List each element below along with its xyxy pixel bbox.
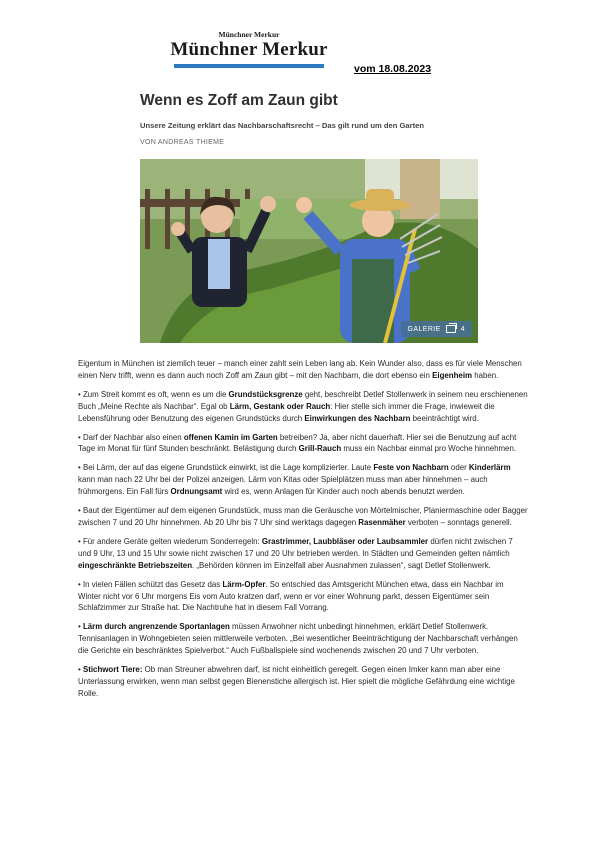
article-subline: Unsere Zeitung erklärt das Nachbarschaftsrecht – Das gilt rund um den Garten: [140, 121, 424, 130]
text-run: geht, beschreibt Detlef Stollenwerk in seinem neu erschienenen Buch „Meine Rechte als Nachbar“. Egal ob: [78, 389, 528, 411]
photo-illustration: [140, 159, 478, 343]
bold-phrase: Ordnungsamt: [170, 487, 223, 497]
bold-phrase: offenen Kamin im Garten: [183, 432, 278, 442]
masthead-logo: [160, 27, 338, 73]
text-run: . So entschied das Amtsgericht München etwa, dass ein Nachbar im Winter nicht vor 6 Uhr morgens Eis vom Auto kratzen darf, wenn er vor einer Wohnung parkt, dessen Eigentümer sein Schlafzimmer zur Straße hat. Die Nachtruhe hat in diesem Fall Vorrang.: [78, 579, 504, 613]
text-run: verboten – sonntags generell.: [405, 517, 512, 527]
bold-phrase: Grastrimmer, Laubbläser oder Laubsammler: [261, 536, 429, 546]
text-run: • Bei Lärm, der auf das eigene Grundstück einwirkt, ist die Lage komplizierter. Laute: [78, 463, 374, 473]
bold-phrase: eingeschränkte Betriebszeiten: [78, 560, 193, 570]
text-run: . „Behörden können im Einzelfall aber Ausnahmen zulassen“, sagt Detlef Stollenwerk.: [192, 560, 491, 570]
text-run: wird es, wenn Anlagen für Kinder auch noch abends benutzt werden.: [222, 487, 465, 497]
article-paragraph: [78, 664, 528, 700]
text-run: : Hier stelle sich immer die Frage, inwieweit die Lebensführung oder Benutzung des eigenen Grundstücks durch: [78, 401, 495, 423]
text-run: müssen Anwohner nicht unbedingt hinnehmen, erklärt Detlef Stollenwerk. Tennisanlagen in Wohngebieten seien mittlerweile verboten. „Bei wesentlicher Beeinträchtigung der Nachbarschaft verhängen die Gerichte ein beschränktes Spielverbot.“ Auch Fußballspiele sind wochenends zwischen 20 und 7 Uhr verboten.: [78, 622, 518, 656]
text-run: Eigentum in München ist ziemlich teuer – manch einer zahlt sein Leben lang ab. Kein Wunder also, dass es für viele Menschen einen Nerv trifft, wenn es dann auch noch Zoff am Zaun gibt – mit den Nachbarn, die dort ebenso ein: [78, 359, 522, 380]
masthead-small-title: Münchner Merkur: [218, 30, 280, 39]
gallery-button[interactable]: [401, 321, 472, 337]
bold-phrase: Lärm durch angrenzende Sportanlagen: [82, 622, 230, 632]
article-paragraph: [78, 579, 528, 615]
article-paragraph: [78, 462, 528, 498]
article-paragraph: [78, 389, 528, 425]
text-run: •: [78, 622, 83, 632]
gallery-count: 4: [460, 325, 465, 333]
article-paragraph: [78, 621, 528, 657]
text-run: muss ein Nachbar einmal pro Woche hinnehmen.: [341, 444, 517, 454]
bold-phrase: Grill-Rauch: [298, 444, 342, 454]
text-run: dürfen nicht zwischen 7 und 9 Uhr, 13 und 15 Uhr sowie nicht zwischen 17 und 20 Uhr betrieben werden. In Städten und Gemeinden gelten nämlich: [78, 536, 513, 558]
article-paragraph: [78, 536, 528, 572]
gallery-label: GALERIE: [407, 325, 441, 333]
publication-date: vom 18.08.2023: [354, 63, 432, 75]
bold-phrase: Rasenmäher: [358, 517, 406, 527]
article-byline: VON ANDREAS THIEME: [140, 139, 225, 146]
masthead-title: Münchner Merkur: [170, 39, 328, 60]
bold-phrase: Lärm-Opfer: [222, 579, 266, 589]
gallery-icon: [446, 325, 456, 333]
text-run: • In vielen Fällen schützt das Gesetz das: [78, 579, 223, 589]
text-run: oder: [448, 463, 469, 473]
masthead-underline: [174, 64, 324, 68]
article-photo[interactable]: [140, 159, 478, 343]
bold-phrase: Kinderlärm: [468, 463, 511, 473]
article-paragraph: [78, 505, 528, 529]
text-run: Ob man Streuner abwehren darf, ist nicht einheitlich geregelt. Gegen einen Imker kann man aber eine Unterlassung erwirken, wenn man selbst gegen Bienenstiche allergisch ist. Hier spielt die mögliche Gefährdung eine wichtige Rolle.: [78, 665, 515, 698]
text-run: beeinträchtigt wird.: [410, 413, 479, 423]
article-paragraph: [78, 432, 528, 456]
bold-phrase: Stichwort Tiere:: [82, 665, 143, 675]
text-run: betreiben? Ja, aber nicht dauerhaft. Hier sei die Benutzung auf acht Tage im Monat für fünf Stunden beschränkt. Belästigung durch: [78, 432, 517, 454]
bold-phrase: Eigenheim: [432, 370, 473, 380]
text-run: • Baut der Eigentümer auf dem eigenen Grundstück, muss man die Geräusche von Mörtelmischer, Planiermaschine oder Bagger zwischen 7 und 20 Uhr hinnehmen. Ab 20 Uhr bis 7 Uhr sind werktags dagegen: [78, 506, 528, 527]
text-run: •: [78, 665, 83, 675]
article-headline: Wenn es Zoff am Zaun gibt: [140, 92, 338, 109]
text-run: kann man nach 22 Uhr bei der Polizei anzeigen. Lärm von Kitas oder Spielplätzen muss man aber hinnehmen – auch frühmorgens. Ein Fall fürs: [78, 475, 488, 497]
text-run: • Zum Streit kommt es oft, wenn es um die: [78, 389, 229, 399]
article-paragraph: [78, 358, 528, 382]
text-run: • Darf der Nachbar also einen: [78, 432, 184, 442]
bold-phrase: Feste von Nachbarn: [373, 463, 449, 473]
bold-phrase: Einwirkungen des Nachbarn: [304, 413, 411, 423]
bold-phrase: Grundstücksgrenze: [228, 389, 303, 399]
bold-phrase: Lärm, Gestank oder Rauch: [229, 401, 331, 411]
text-run: • Für andere Geräte gelten wiederum Sonderregeln:: [78, 536, 262, 546]
article-body: [78, 358, 528, 707]
text-run: haben.: [472, 370, 499, 380]
